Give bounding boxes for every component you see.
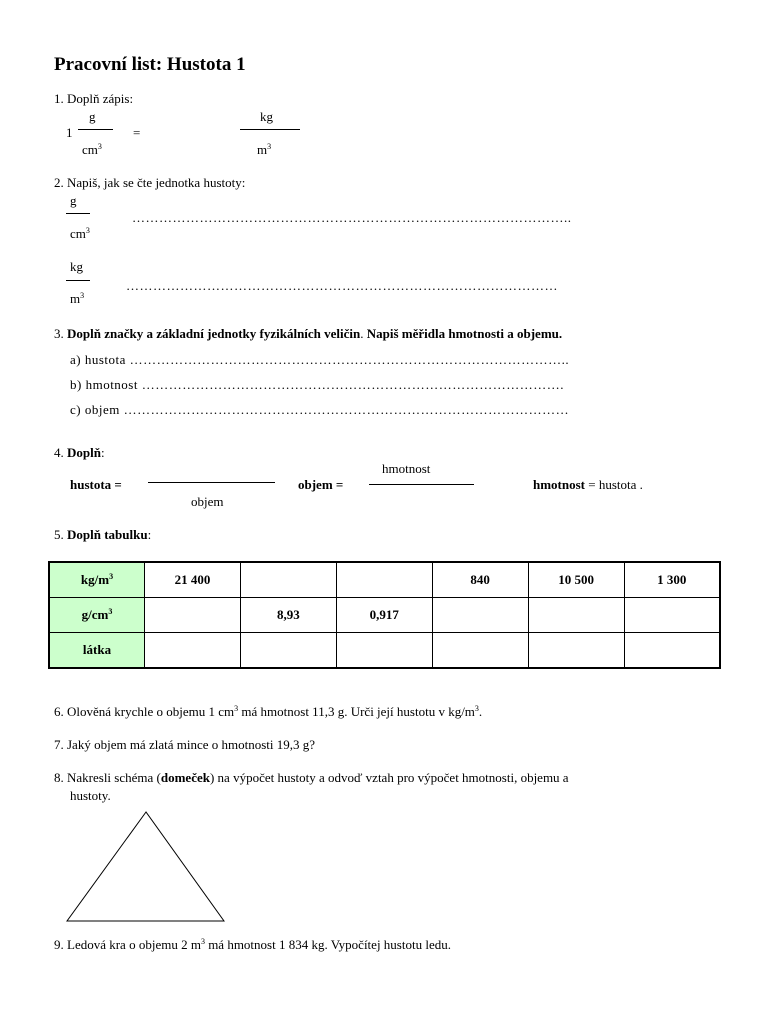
table-cell[interactable]: [145, 633, 241, 669]
table-cell[interactable]: 10 500: [528, 562, 624, 598]
q3-line-c: c) objem ………………………………………………………………………………………: [70, 402, 570, 417]
q4-objem-fraction-line: [369, 484, 474, 485]
q4-hustota-label: hustota =: [70, 477, 122, 492]
table-cell[interactable]: [432, 633, 528, 669]
triangle-shape: [67, 812, 224, 921]
row-header-g-cm3: $g/cm^3$: [49, 598, 145, 633]
table-cell[interactable]: 8,93: [240, 598, 336, 633]
table-row: [49, 562, 720, 598]
page-title: Pracovní list: Hustota 1: [54, 54, 246, 75]
table-cell[interactable]: [528, 633, 624, 669]
q3-line-a: a) hustota ……………………………………………………………………………………..: [70, 352, 570, 367]
row-header-kg-m3: $kg/m^3$: [49, 562, 145, 598]
table-row: [49, 633, 720, 669]
q2-fraction2-numerator: kg: [70, 259, 83, 274]
q2-answer-line-1: ……………………………………………………………………………………..: [132, 210, 572, 225]
q4-objem-label: objem =: [298, 477, 344, 492]
question-5-text: 5. Doplň tabulku:: [54, 527, 152, 542]
table-cell[interactable]: [240, 562, 336, 598]
question-7-text: 7. Jaký objem má zlatá mince o hmotnosti 19,3 g?: [54, 737, 316, 752]
table-cell[interactable]: [432, 598, 528, 633]
row-header-latka: látka: [49, 633, 145, 669]
q3-line-b: b) hmotnost ………………………………………………………………………………….: [70, 377, 564, 392]
table-cell[interactable]: 1 300: [624, 562, 720, 598]
q1-right-denominator: $m^3$: [257, 142, 272, 157]
table-cell[interactable]: 21 400: [145, 562, 241, 598]
q1-equals: =: [133, 125, 141, 140]
question-8-text-line2: hustoty.: [70, 788, 111, 803]
q2-answer-line-2: ……………………………………………………………………………………: [126, 278, 558, 293]
table-cell[interactable]: [624, 633, 720, 669]
table-cell[interactable]: [336, 633, 432, 669]
q4-hmotnost-equation: hmotnost = hustota .: [533, 477, 643, 492]
q2-fraction2-denominator: $m^3$: [70, 291, 85, 306]
q1-left-fraction-line: [78, 129, 113, 130]
q2-fraction1-line: [66, 213, 90, 214]
question-3-text: 3. Doplň značky a základní jednotky fyzikálních veličin. Napiš měřidla hmotnosti a objemu.: [54, 326, 563, 341]
table-row: [49, 598, 720, 633]
question-1-text: 1. Doplň zápis:: [54, 91, 134, 106]
q2-fraction1-denominator: $cm^3$: [70, 226, 90, 241]
q1-left-numerator: g: [89, 109, 96, 124]
q2-fraction1-numerator: g: [70, 193, 77, 208]
triangle-diagram: [62, 808, 232, 928]
question-9-text: 9. Ledová kra o objemu 2 $m^3$ má hmotnost 1 834 kg. Vypočítej hustotu ledu.: [54, 937, 451, 952]
question-2-text: 2. Napiš, jak se čte jednotka hustoty:: [54, 175, 246, 190]
table-cell[interactable]: [240, 633, 336, 669]
q2-fraction2-line: [66, 280, 90, 281]
q1-right-fraction-line: [240, 129, 300, 130]
table-cell[interactable]: 840: [432, 562, 528, 598]
question-8-text: 8. Nakresli schéma (domeček) na výpočet hustoty a odvoď vztah pro výpočet hmotnosti, objemu a: [54, 770, 569, 785]
table-cell[interactable]: [336, 562, 432, 598]
q4-hustota-denominator: objem: [191, 494, 224, 509]
question-6-text: 6. Olověná krychle o objemu 1 $cm^3$ má hmotnost 11,3 g. Urči její hustotu v $kg/m^3$.: [54, 704, 483, 719]
q4-hustota-fraction-line: [148, 482, 275, 483]
q4-objem-numerator: hmotnost: [382, 461, 431, 476]
q1-one: 1: [66, 125, 73, 140]
q1-right-numerator: kg: [260, 109, 273, 124]
question-4-text: 4. Doplň:: [54, 445, 105, 460]
table-cell[interactable]: [624, 598, 720, 633]
table-cell[interactable]: 0,917: [336, 598, 432, 633]
table-cell[interactable]: [145, 598, 241, 633]
table-cell[interactable]: [528, 598, 624, 633]
q1-left-denominator: $cm^3$: [82, 142, 102, 157]
density-table: [48, 561, 721, 669]
